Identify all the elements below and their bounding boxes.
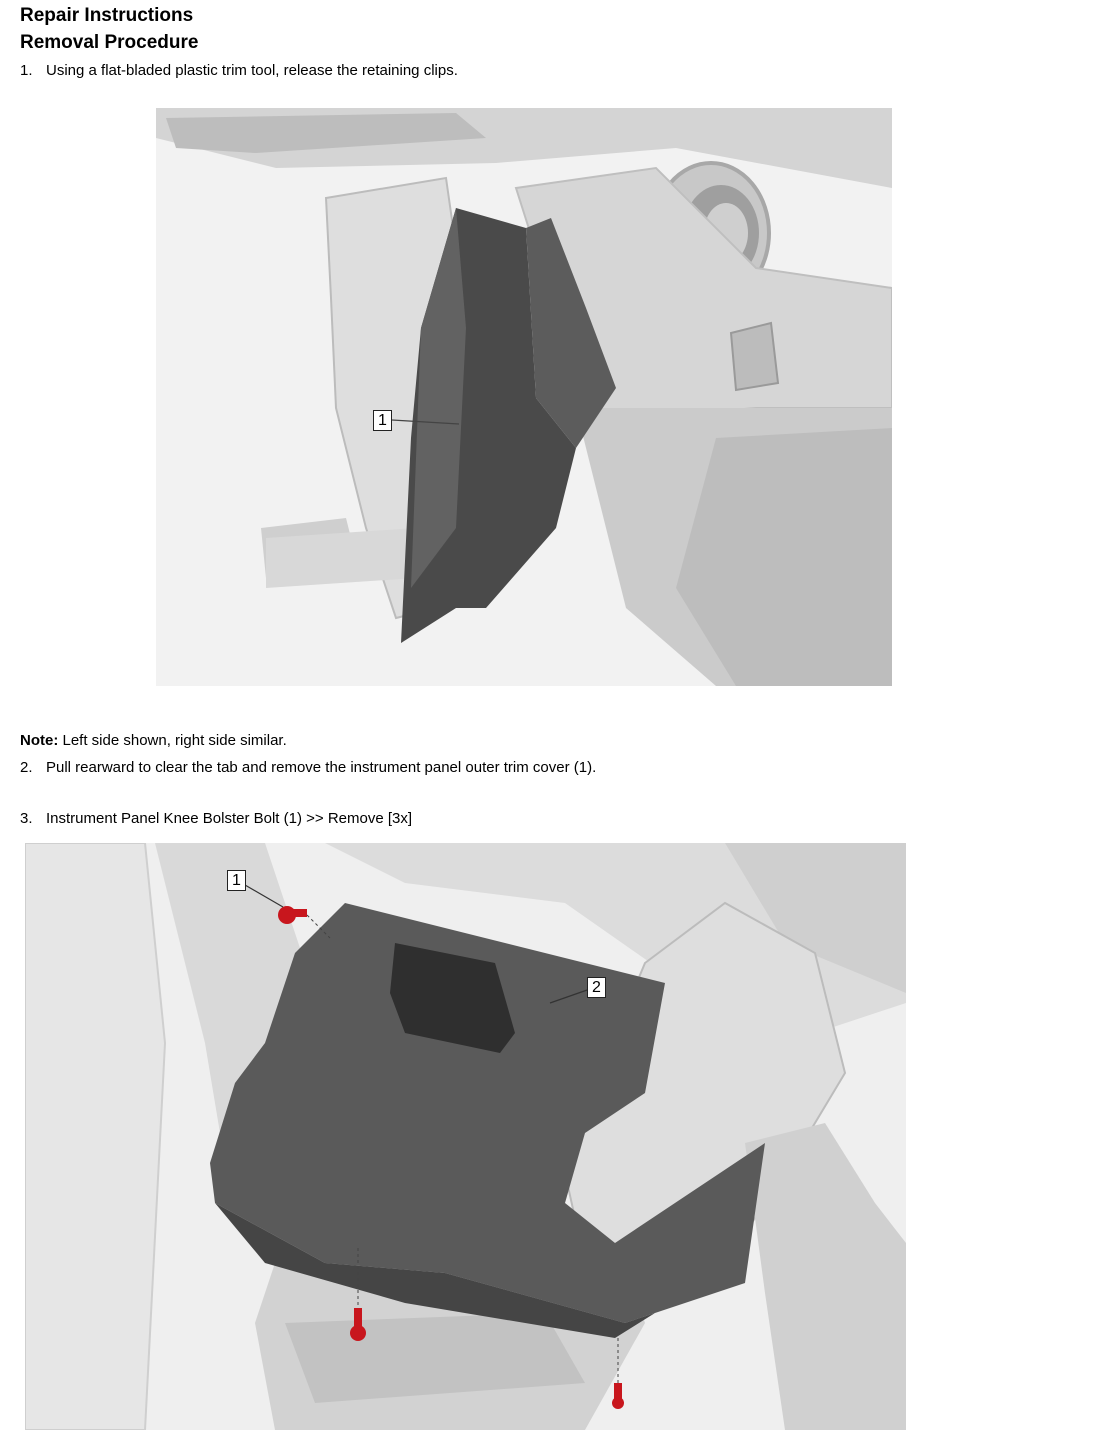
step-number: 2. — [20, 759, 33, 776]
step-text: Instrument Panel Knee Bolster Bolt (1) >> Remove [3x] — [46, 810, 413, 827]
heading-repair-instructions: Repair Instructions — [20, 5, 194, 26]
step-text: Using a flat-bladed plastic trim tool, release the retaining clips. — [46, 62, 458, 79]
callout-label: 1 — [378, 411, 387, 429]
step-3 — [20, 810, 412, 828]
step-number: 3. — [20, 810, 33, 827]
callout-label: 1 — [232, 871, 241, 889]
step-2 — [20, 759, 596, 777]
callout-1 — [227, 870, 246, 891]
step-1 — [20, 62, 458, 80]
step-text: Pull rearward to clear the tab and remove the instrument panel outer trim cover (1). — [46, 759, 597, 776]
callout-label: 2 — [592, 978, 601, 996]
note-label: Note: — [20, 732, 59, 749]
note — [20, 732, 287, 750]
callout-2 — [587, 977, 606, 998]
figure-knee-bolster — [25, 843, 906, 1430]
figure-2-illustration — [25, 843, 906, 1430]
callout-1 — [373, 410, 392, 431]
step-number: 1. — [20, 62, 33, 79]
heading-removal-procedure: Removal Procedure — [20, 32, 199, 53]
figure-outer-trim-cover — [156, 108, 892, 686]
note-text: Left side shown, right side similar. — [58, 732, 287, 749]
figure-1-illustration — [156, 108, 892, 686]
